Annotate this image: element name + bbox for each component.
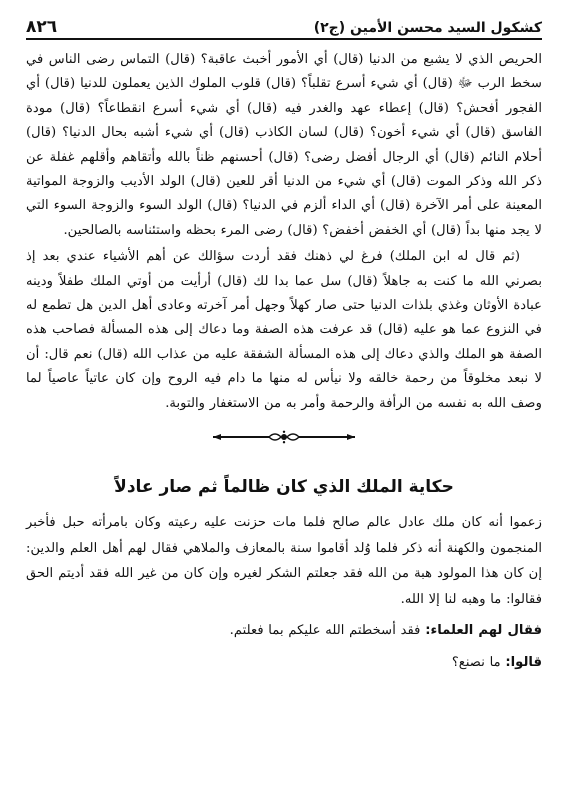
- body-paragraph-4: [26, 618, 542, 644]
- body-paragraph-2: (ثم قال له ابن الملك) فرغ لي ذهنك فقد أردت سؤالك عن أهم الأشياء عندي بعد إذ بصرني الله ما كنت به جاهلاً (قال) سل عما بدا لك (قال) أرأيت من أوتي الملك طفلاً ودينه عبادة الأوثان وغذي بلذات الدنيا حتى صار كهلاً وجهل أمر آخرته وعادى أهل الدين هل تطمع له في النزوع عما هو عليه (قال) قد عرفت هذه الصفة وما دعاك إلى هذه المسألة فصاحب هذه الصفة هو الملك والذي دعاك إلى هذه المسألة الشفقة عليه من عذاب الله (قال) نعم قال: أن لا نبعد مخلوقاً من رحمة خالقه ولا نيأس له منها ما دام فيه الروح وإن كان عاتياً عاصياً لما وصف الله به نفسه من الرأفة والرحمة وأمر به من الاستغفار والتوبة.: [26, 249, 542, 411]
- ornamental-divider: [26, 430, 542, 444]
- page-header: [26, 0, 542, 40]
- speaker-label: قالوا:: [505, 654, 542, 670]
- body-paragraph-3: زعموا أنه كان ملك عادل عالم صالح فلما مات حزنت عليه رعيته وكان بامرأته حبل فأخبر المنجمون والكهنة أنه ذكر فلما وُلد أقاموا سنة بالمعازف والملاهي فقال لهم أهل العلم والدين: إن كان هذا المولود هبة من الله فقد جعلتم الشكر لغيره وإن كان من غير الله فقد أديتم الحق فقالوا: ما وهبه لنا إلا الله.: [26, 515, 542, 607]
- ornament-icon: [209, 430, 359, 444]
- speech-text: فقد أسخطتم الله عليكم بما فعلتم.: [229, 623, 426, 639]
- page-number: ٨٢٦: [26, 17, 58, 37]
- body-paragraph-1: الحريص الذي لا يشبع من الدنيا (قال) أي الأمور أخبث عاقبة؟ (قال) التماس رضى الناس في سخط الرب ﷻ (قال) أي شيء أسرع تقلباً؟ (قال) قلوب الملوك الذين يعملون للدنيا (قال) أي الفجور أفحش؟ (قال) إعطاء عهد والغدر فيه (قال) أي شيء أسرع انقطاعاً؟ (قال) مودة الفاسق (قال) أي شيء أخون؟ (قال) لسان الكاذب (قال) أي شيء أشبه بحال الدنيا؟ (قال) أحلام النائم (قال) أي الرجال أفضل رضى؟ (قال) أحسنهم ظناً بالله وأتقاهم وأقلهم غفلة عن ذكر الله وذكر الموت (قال) أي شيء من الدنيا أقر للعين (قال) الولد الأديب والزوجة المواتية المعينة على أمر الآخرة (قال) أي الداء ألزم في الدنيا؟ (قال) الولد السوء والزوجة السوء التي لا يجد منها بداً (قال) أي الخفض أخفض؟ (قال) رضى المرء بحظه واستئناسه بالصالحين.: [26, 52, 542, 238]
- body-paragraph-5: [26, 650, 542, 676]
- section-title: حكاية الملك الذي كان ظالماً ثم صار عادلاً: [114, 477, 454, 498]
- running-head: كشكول السيد محسن الأمين (ج٢): [313, 20, 542, 36]
- speech-text: ما نصنع؟: [451, 654, 506, 670]
- speaker-label: فقال لهم العلماء:: [425, 623, 542, 639]
